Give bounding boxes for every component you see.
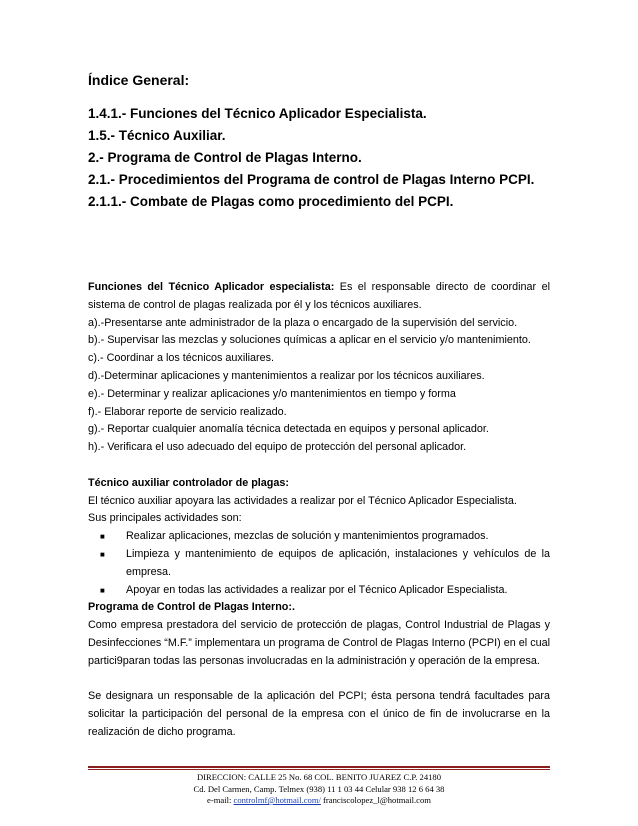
index-item: 2.1.1.- Combate de Plagas como procedimiento del PCPI. xyxy=(88,194,454,209)
footer xyxy=(88,772,550,807)
bullet-item: ■ Limpieza y mantenimiento de equipos de aplicación, instalaciones y vehículos de la empresa. xyxy=(126,546,550,582)
funcion-item: f).- Elaborar reporte de servicio realizado. xyxy=(88,405,287,418)
auxiliar-line: Sus principales actividades son: xyxy=(88,512,242,525)
bullet-item: ■ Apoyar en todas las actividades a realizar por el Técnico Aplicador Especialista. xyxy=(126,582,550,600)
funcion-item: e).- Determinar y realizar aplicaciones y/o mantenimientos en tiempo y forma xyxy=(88,387,456,400)
auxiliar-bullets xyxy=(88,528,550,599)
index-item: 2.1.- Procedimientos del Programa de control de Plagas Interno PCPI. xyxy=(88,172,535,187)
footer-email xyxy=(88,795,550,807)
email-prefix: e-mail: xyxy=(207,795,234,805)
index-item: 2.- Programa de Control de Plagas Interno. xyxy=(88,150,362,165)
programa-paragraph: Como empresa prestadora del servicio de protección de plagas, Control Industrial de Plagas y Desinfecciones “M.F.” implementara un programa de Control de Plagas Interno (PCPI) en el cual partici9paran todas las personas involucradas en la administración y operación de la empresa. xyxy=(88,619,550,667)
footer-address: DIRECCION: CALLE 25 No. 68 COL. BENITO JUAREZ C.P. 24180 xyxy=(196,772,442,782)
index-item: 1.5.- Técnico Auxiliar. xyxy=(88,128,226,143)
spacer xyxy=(88,671,550,689)
funciones-heading: Funciones del Técnico Aplicador especialista: xyxy=(88,281,335,293)
email-suffix: franciscolopez_l@hotmail.com xyxy=(320,795,431,805)
funcion-item: h).- Verificara el uso adecuado del equipo de protección del personal aplicador. xyxy=(88,441,467,454)
index-item: 1.4.1.- Funciones del Técnico Aplicador Especialista. xyxy=(88,106,427,121)
funcion-item: c).- Coordinar a los técnicos auxiliares. xyxy=(88,352,275,365)
funciones-intro-text: Es el responsable directo de coordinar el sistema de control de plagas realizada por él y los técnicos auxiliares. xyxy=(88,281,550,311)
funciones-intro xyxy=(88,279,550,315)
footer-phones: Cd. Del Carmen, Camp. Telmex (938) 11 1 03 44 Celular 938 12 6 64 38 xyxy=(193,783,445,794)
funcion-item: a).-Presentarse ante administrador de la plaza o encargado de la supervisión del servicio. xyxy=(88,316,518,329)
auxiliar-line: El técnico auxiliar apoyara las actividades a realizar por el Técnico Aplicador Especialista. xyxy=(88,494,517,507)
auxiliar-heading: Técnico auxiliar controlador de plagas: xyxy=(88,476,289,489)
index-title: Índice General: xyxy=(88,72,190,88)
email-link[interactable]: controlmf@hotmail.com/ xyxy=(233,795,321,805)
footer-divider xyxy=(88,766,550,768)
funcion-item: d).-Determinar aplicaciones y mantenimientos a realizar por los técnicos auxiliares. xyxy=(88,369,485,382)
funcion-item: b).- Supervisar las mezclas y soluciones químicas a aplicar en el servicio y/o mantenimiento. xyxy=(88,334,531,347)
programa-heading: Programa de Control de Plagas Interno:. xyxy=(88,601,295,614)
spacer xyxy=(88,457,550,475)
index-list xyxy=(88,103,558,213)
document-body xyxy=(88,279,550,742)
programa-paragraph-2: Se designara un responsable de la aplicación del PCPI; ésta persona tendrá facultades para solicitar la participación del personal de la empresa con el único de fin de involucrarse en la realización de dicho programa. xyxy=(88,690,550,738)
funcion-item: g).- Reportar cualquier anomalía técnica detectada en equipos y personal aplicador. xyxy=(88,423,489,436)
footer-divider xyxy=(88,769,550,770)
bullet-item: ■ Realizar aplicaciones, mezclas de solución y mantenimientos programados. xyxy=(126,528,550,546)
